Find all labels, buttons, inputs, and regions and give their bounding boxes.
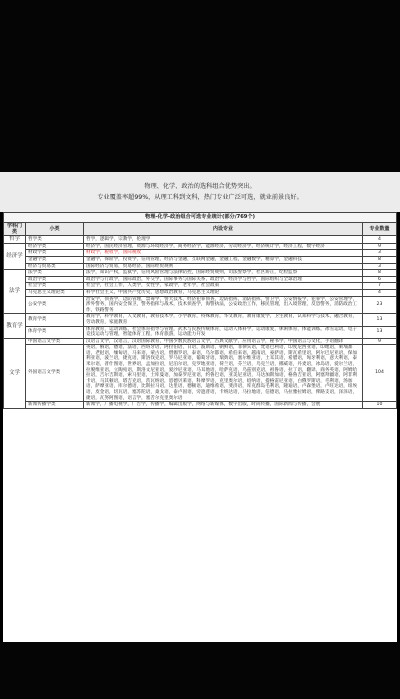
- count-cell: 13: [362, 314, 396, 326]
- subcategory-cell: 公安学类: [26, 296, 84, 314]
- count-cell: 104: [362, 345, 396, 402]
- majors-cell: 新闻学，广播电视学，广告学，传播学，编辑出版学，网络与新媒体，数字出版，时尚传播，国际新闻与传播，会展: [84, 402, 363, 409]
- table-row: [4, 402, 397, 409]
- count-cell: 13: [362, 326, 396, 338]
- category-cell: 文学: [4, 338, 26, 408]
- count-cell: 4: [362, 289, 396, 296]
- majors-cell: 汉语言文学，汉语言，汉语国际教育，中国少数民族语言文学，古典文献学，应用语言学，秘书学，中国语言与文化，手语翻译: [84, 338, 363, 345]
- header-count: 专业数量: [362, 223, 396, 236]
- majors-cell: 社会学，社会工作，人类学，女性学，家政学，老年学，社会政策: [84, 283, 363, 290]
- count-cell: 3: [362, 250, 396, 257]
- table-row: [4, 256, 397, 263]
- table-row: [4, 296, 397, 314]
- majors-cell: 法学，知识产权，监狱学，信用风险管理与法律防控，国际经贸规则，司法警察学，社区矫正，纪检监察: [84, 270, 363, 277]
- count-cell: 23: [362, 296, 396, 314]
- subcategory-cell: 教育学类: [26, 314, 84, 326]
- subcategory-cell: 中国语言文学类: [26, 338, 84, 345]
- count-cell: 7: [362, 283, 396, 290]
- majors-cell: 财政学，税收学，国际税收: [84, 250, 363, 257]
- majors-cell: 体育教育，运动训练，社会体育指导与管理，武术与民族传统体育，运动人体科学，运动康复，休闲体育，体能训练，冰雪运动，电子竞技运动与管理，智能体育工程，体育旅游，运动能力开发: [84, 326, 363, 338]
- subcategory-cell: 政治学类: [26, 276, 84, 283]
- category-cell: 教育学: [4, 314, 26, 338]
- table-title: 物理-化学-政治组合可选专业统计(部分/769个): [4, 213, 397, 223]
- table-row: [4, 236, 397, 244]
- table-row: [4, 326, 397, 338]
- header-category: 学科门类: [4, 223, 26, 236]
- intro-banner: [0, 172, 400, 212]
- table-row: [4, 314, 397, 326]
- subcategory-cell: 经济学类: [26, 243, 84, 250]
- table-row: [4, 345, 397, 402]
- subcategory-cell: 法学类: [26, 270, 84, 277]
- subcategory-cell: 体育学类: [26, 326, 84, 338]
- subcategory-cell: 社会学类: [26, 283, 84, 290]
- count-cell: 9: [362, 243, 396, 250]
- bottom-dark-margin: [0, 642, 400, 699]
- majors-cell: 金融学，保险学，投资学，信用管理，经济与金融，互联网金融，金融工程，金融数学，精算学，金融科技: [84, 256, 363, 263]
- header-subcategory: 小类: [26, 223, 84, 236]
- category-cell: 法学: [4, 270, 26, 314]
- majors-cell: 科学社会主义，中国共产党历史，思想政治教育，马克思主义理论: [84, 289, 363, 296]
- major-statistics-sheet: [3, 212, 397, 642]
- table-row: [4, 283, 397, 290]
- major-table: [3, 212, 397, 409]
- majors-cell: 国际经济与贸易，贸易经济，国际经贸规则: [84, 263, 363, 270]
- majors-cell: 治安学，侦查学，边防管理，禁毒学，警犬技术，经济犯罪侦查，边防指挥，消防指挥，警卫学，公安情报学，犯罪学，公安管理学，涉外警务，国内安全保卫，警务指挥与战术，技术侦查学，海警执法，公安政治工作，移民管理，出入境管理，反恐警务，消防政治工作，铁路警务: [84, 296, 363, 314]
- table-row: [4, 263, 397, 270]
- subcategory-cell: 财政学类: [26, 250, 84, 257]
- majors-cell: 经济学，国民经济管理，资源与环境经济学，商务经济学，能源经济，劳动经济学，经济统计学，经济工程，数字经济: [84, 243, 363, 250]
- count-cell: 6: [362, 276, 396, 283]
- subcategory-cell: 经济与贸易类: [26, 263, 84, 270]
- intro-line-2: 专业覆盖率超99%，从理工科到文科，热门专业广泛可选，就业前景良好。: [97, 194, 303, 201]
- subcategory-cell: 哲学类: [26, 236, 84, 244]
- count-cell: 9: [362, 338, 396, 345]
- majors-cell: 教育学，科学教育，人文教育，教育技术学，小学教育，特殊教育，华文教育，教育康复学，卫生教育，认知科学与技术，融合教育，劳动教育，家庭教育: [84, 314, 363, 326]
- intro-line-1: 物理、化学、政治的选科组合优势突出。: [144, 183, 256, 190]
- category-cell: 经济学: [4, 243, 26, 269]
- table-row: [4, 270, 397, 277]
- count-cell: 10: [362, 402, 396, 409]
- count-cell: 4: [362, 236, 396, 244]
- majors-cell: 哲学，逻辑学，宗教学，伦理学: [84, 236, 363, 244]
- subcategory-cell: 马克思主义理论类: [26, 289, 84, 296]
- table-row: [4, 250, 397, 257]
- table-row: [4, 243, 397, 250]
- table-row: [4, 276, 397, 283]
- count-cell: 3: [362, 263, 396, 270]
- subcategory-cell: 外国语言文学类: [26, 345, 84, 402]
- top-dark-margin: [0, 0, 400, 172]
- table-row: [4, 289, 397, 296]
- table-row: [4, 338, 397, 345]
- category-cell: 哲学: [4, 236, 26, 244]
- subcategory-cell: 金融学类: [26, 256, 84, 263]
- header-majors: 内设专业: [84, 223, 363, 236]
- subcategory-cell: 新闻传播学类: [26, 402, 84, 409]
- majors-cell: 政治学与行政学，国际政治，外交学，国际事务与国际关系，政治学、经济学与哲学，国际组织与全球治理: [84, 276, 363, 283]
- majors-cell: 英语，俄语，德语，法语，西班牙语，阿拉伯语，日语，波斯语，朝鲜语，菲律宾语，梵语巴利语，印度尼西亚语，印地语，柬埔寨语，老挝语，缅甸语，马来语，蒙古语，僧伽罗语，泰语，乌尔都语，希伯来语，越南语，豪萨语，斯瓦希里语，阿尔巴尼亚语，保加利亚语，波兰语，捷克语，斯洛伐克语，罗马尼亚语，葡萄牙语，瑞典语，塞尔维亚语，土耳其语，希腊语，匈牙利语，意大利语，泰米尔语，普什图语，世界语，孟加拉语，尼泊尔语，克罗地亚语，荷兰语，芬兰语，乌克兰语，挪威语，丹麦语，冰岛语，爱尔兰语，拉脱维亚语，立陶宛语，斯洛文尼亚语，爱沙尼亚语，马耳他语，哈萨克语，乌兹别克语，祖鲁语，拉丁语，翻译，商务英语，阿姆哈拉语，吉尔吉斯语，索马里语，土库曼语，加泰罗尼亚语，约鲁巴语，亚美尼亚语，马达加斯加语，格鲁吉亚语，阿塞拜疆语，阿非利卡语，马其顿语，塔吉克语，茨瓦纳语，恩德贝莱语，科摩罗语，克里奥尔语，绍纳语，提格雷尼亚语，白俄罗斯语，毛利语，汤加语，萨摩亚语，库尔德语，比斯拉马语，达里语，德顿语，迪维希语，斐济语，库克群岛毛利语，隆迪语，卢森堡语，卢旺达语，纽埃语，皮金语，切瓦语，塞苏陀语，桑戈语，泰卢固语，旁遮普语，卡纳达语，马拉地语，信德语，马拉雅拉姆语，俾路支语，泽泽语，捷语，瓦努阿图语，语言学，塞舌尔克里奥尔语: [84, 345, 363, 402]
- count-cell: 8: [362, 256, 396, 263]
- count-cell: 8: [362, 270, 396, 277]
